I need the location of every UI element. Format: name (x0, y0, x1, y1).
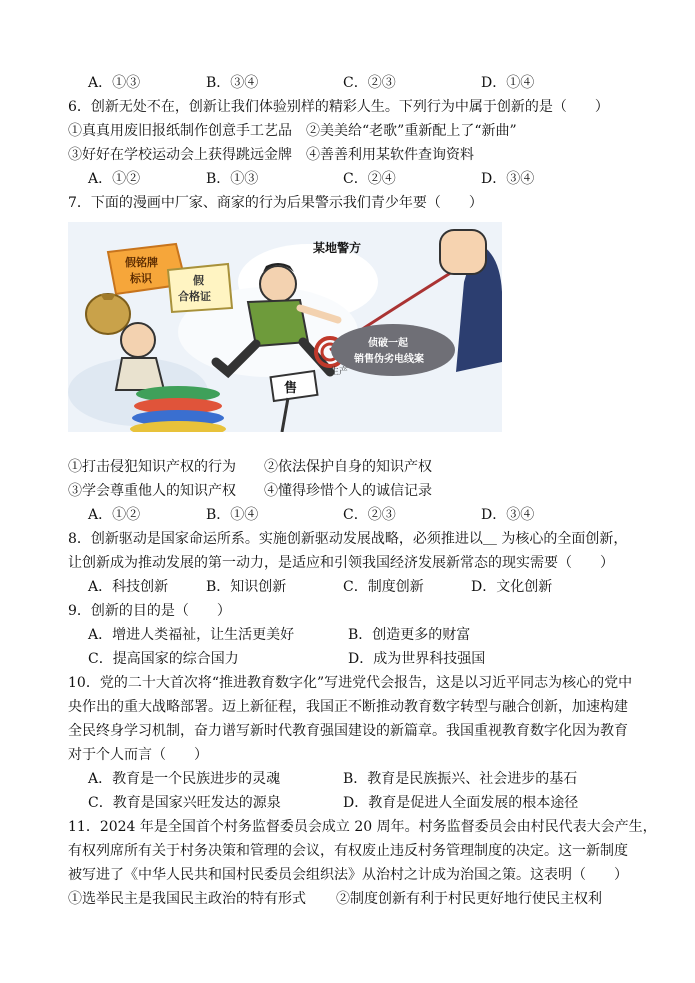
case-label-2: 销售伪劣电线案 (354, 354, 424, 365)
q11-item-2: ②制度创新有利于村民更好地行使民主权利 (336, 891, 602, 907)
q9-option-c[interactable]: C．提高国家的综合国力 (88, 651, 239, 667)
q5-option-c[interactable]: C．②③ (343, 75, 396, 91)
q8-options (88, 576, 648, 598)
q7-item-1: ①打击侵犯知识产权的行为 (68, 459, 236, 475)
q6-option-d[interactable]: D．③④ (481, 171, 535, 187)
q6-option-a[interactable]: A．①② (88, 171, 141, 187)
q10-stem-line-3: 全民终身学习机制，奋力谱写新时代教育强国建设的新篇章。我国重视教育数字化因为教育 (68, 723, 628, 739)
q6-option-c[interactable]: C．②④ (343, 171, 396, 187)
q6-stem: 6．创新无处不在，创新让我们体验别样的精彩人生。下列行为中属于创新的是（ ） (68, 99, 609, 115)
fake-brand-label-1: 假铭牌 (125, 256, 158, 269)
q10-option-b[interactable]: B．教育是民族振兴、社会进步的基石 (343, 771, 578, 787)
q7-stem: 7．下面的漫画中厂家、商家的行为后果警示我们青少年要（ ） (68, 195, 483, 211)
q5-options (88, 72, 648, 94)
q6-items-row-1 (68, 120, 648, 142)
q6-option-b[interactable]: B．①③ (206, 171, 259, 187)
factory-label: 生产 (330, 367, 349, 377)
q11-stem-line-1: 11．2024 年是全国首个村务监督委员会成立 20 周年。村务监督委员会由村民代表大会产生， (68, 819, 657, 835)
q11-item-1: ①选举民主是我国民主政治的特有形式 (68, 891, 306, 907)
q8-option-c[interactable]: C．制度创新 (343, 579, 424, 595)
seller-head (260, 266, 296, 302)
q6-item-2: ②美美给“老歌”重新配上了“新曲” (306, 123, 517, 139)
factory-owner-body (116, 358, 164, 390)
q6-item-3: ③好好在学校运动会上获得跳远金牌 (68, 147, 292, 163)
q7-option-c[interactable]: C．②③ (343, 507, 396, 523)
fake-brand-label-2: 标识 (130, 272, 152, 285)
q10-stem-line-1: 10．党的二十大首次将“推进教育数字化”写进党代会报告，这是以习近平同志为核心的党中 (68, 675, 633, 691)
q10-option-d[interactable]: D．教育是促进人全面发展的根本途径 (343, 795, 579, 811)
q10-stem-line-2: 央作出的重大战略部署。迈上新征程，我国正不断推动教育数字转型与融合创新，加速构建 (68, 699, 628, 715)
q7-option-a[interactable]: A．①② (88, 507, 141, 523)
q7-items-row-1 (68, 456, 648, 478)
q5-option-b[interactable]: B．③④ (206, 75, 259, 91)
q9-stem: 9．创新的目的是（ ） (68, 603, 231, 619)
q9-options-row-1 (88, 624, 648, 646)
q7-item-3: ③学会尊重他人的知识产权 (68, 483, 236, 499)
sell-sign-label: 售 (284, 381, 298, 396)
fake-cert-label-1: 假 (193, 274, 204, 287)
q7-option-d[interactable]: D．③④ (481, 507, 535, 523)
q7-item-2: ②依法保护自身的知识产权 (264, 459, 432, 475)
q7-option-b[interactable]: B．①④ (206, 507, 259, 523)
q5-option-a[interactable]: A．①③ (88, 75, 141, 91)
q8-option-d[interactable]: D．文化创新 (471, 579, 553, 595)
police-label: 某地警方 (313, 241, 362, 255)
q11-stem-line-2: 有权列席所有关于村务决策和管理的会议，有权废止违反村务管理制度的决定。这一新制度 (68, 843, 628, 859)
q10-options-row-1 (88, 768, 648, 790)
q6-items-row-2 (68, 144, 648, 166)
q8-stem-line-2: 让创新成为推动发展的第一动力，是适应和引领我国经济发展新常态的现实需要（ ） (68, 555, 614, 571)
q9-option-a[interactable]: A．增进人类福祉，让生活更美好 (88, 627, 295, 643)
q6-item-4: ④善善利用某软件查询资料 (306, 147, 474, 163)
q7-item-4: ④懂得珍惜个人的诚信记录 (264, 483, 432, 499)
q9-option-b[interactable]: B．创造更多的财富 (348, 627, 471, 643)
case-label-1: 侦破一起 (368, 338, 408, 349)
q8-stem-line-1: 8．创新驱动是国家命运所系。实施创新驱动发展战略，必须推进以＿ 为核心的全面创新， (68, 531, 628, 547)
q11-items-row-1 (68, 888, 648, 910)
q7-items-row-2 (68, 480, 648, 502)
q7-comic-illustration (68, 222, 502, 432)
q10-option-c[interactable]: C．教育是国家兴旺发达的源泉 (88, 795, 281, 811)
q9-option-d[interactable]: D．成为世界科技强国 (348, 651, 486, 667)
case-cloud (331, 324, 455, 376)
q9-options-row-2 (88, 648, 648, 670)
q6-options (88, 168, 648, 190)
q8-option-a[interactable]: A．科技创新 (88, 579, 169, 595)
q10-option-a[interactable]: A．教育是一个民族进步的灵魂 (88, 771, 281, 787)
fake-cert-label-2: 合格证 (178, 290, 211, 303)
q6-item-1: ①真真用废旧报纸制作创意手工艺品 (68, 123, 292, 139)
q10-options-row-2 (88, 792, 648, 814)
q5-option-d[interactable]: D．①④ (481, 75, 535, 91)
q8-option-b[interactable]: B．知识创新 (206, 579, 287, 595)
police-fist-icon (440, 230, 486, 274)
q10-stem-line-4: 对于个人而言（ ） (68, 747, 208, 763)
q11-stem-line-3: 被写进了《中华人民共和国村民委员会组织法》从治村之计成为治国之策。这表明（ ） (68, 867, 628, 883)
q7-comic-image (68, 222, 502, 432)
fake-certificate (168, 264, 232, 312)
factory-owner-head (121, 323, 155, 357)
q7-options (88, 504, 648, 526)
